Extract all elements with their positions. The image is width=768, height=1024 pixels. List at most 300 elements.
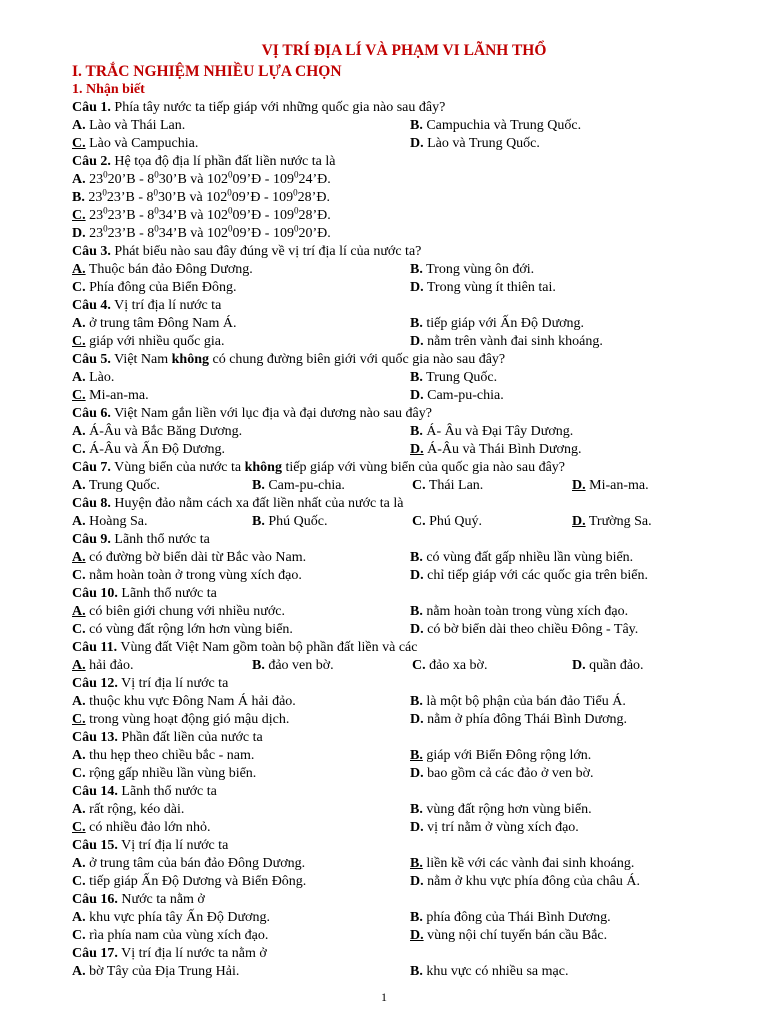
- option-text: ở trung tâm Đông Nam Á.: [89, 316, 237, 331]
- question-label: Câu 16.: [72, 892, 118, 907]
- option-a: [72, 963, 239, 980]
- option-key: A.: [72, 748, 86, 763]
- options-row: [72, 801, 708, 819]
- option-text: 28’Đ.: [297, 190, 330, 205]
- option-key: D.: [410, 442, 424, 457]
- question-label: Câu 2.: [72, 154, 111, 169]
- option-key: A.: [72, 478, 86, 493]
- option-text: 24’Đ.: [298, 172, 331, 187]
- option-key: B.: [410, 910, 423, 925]
- question-label: Câu 3.: [72, 244, 111, 259]
- option-b: [410, 693, 626, 710]
- option-c: [72, 279, 237, 296]
- option-text: có nhiều đảo lớn nhỏ.: [89, 820, 211, 835]
- option-key: B.: [72, 190, 85, 205]
- option-text: rìa phía nam của vùng xích đạo.: [89, 928, 269, 943]
- option-b: [410, 369, 497, 386]
- question-5: [72, 351, 708, 369]
- degree-sign: 0: [154, 223, 159, 234]
- emphasis-word: không: [171, 352, 209, 367]
- option-key: D.: [410, 820, 424, 835]
- options-row: [72, 693, 708, 711]
- options-row: [72, 423, 708, 441]
- option-key: A.: [72, 316, 86, 331]
- option-key: C.: [72, 820, 86, 835]
- option-text: Thuộc bán đảo Đông Dương.: [88, 262, 253, 277]
- option-text: 23’B - 8: [106, 190, 154, 205]
- option-c: [412, 477, 483, 494]
- option-b: [410, 549, 633, 566]
- option-text: vị trí nằm ở vùng xích đạo.: [427, 820, 579, 835]
- option-key: D.: [410, 928, 424, 943]
- option-d: [410, 621, 638, 638]
- option-c: [72, 135, 198, 152]
- option-text: Thái Lan.: [428, 478, 484, 493]
- question-label: Câu 13.: [72, 730, 118, 745]
- option-text: đảo ven bờ.: [268, 658, 334, 673]
- option-text: Trong vùng ít thiên tai.: [426, 280, 556, 295]
- option-key: C.: [72, 208, 86, 223]
- question-label: Câu 11.: [72, 640, 118, 655]
- question-1: [72, 99, 708, 117]
- option-key: C.: [72, 442, 86, 457]
- question-text: Nước ta nằm ở: [117, 892, 205, 907]
- option-text: Lào và Trung Quốc.: [427, 136, 540, 151]
- question-text: Vị trí địa lí nước ta: [110, 298, 222, 313]
- option-text: tiếp giáp với Ấn Độ Dương.: [426, 316, 585, 331]
- page-number: 1: [381, 990, 387, 1004]
- option-text: 23: [85, 226, 104, 241]
- option-key: B.: [252, 478, 265, 493]
- option-text: có bờ biển dài theo chiều Đông - Tây.: [427, 622, 639, 637]
- option-key: B.: [410, 604, 423, 619]
- option-d: [72, 225, 708, 243]
- option-key: C.: [72, 568, 86, 583]
- option-text: Trung Quốc.: [426, 370, 498, 385]
- option-b: [252, 477, 345, 494]
- option-text: Phú Quý.: [429, 514, 483, 529]
- degree-sign: 0: [102, 187, 107, 198]
- question-label: Câu 1.: [72, 100, 111, 115]
- option-b: [410, 603, 628, 620]
- question-label: Câu 5.: [72, 352, 111, 367]
- option-b: [410, 423, 573, 440]
- option-key: A.: [72, 514, 86, 529]
- option-text: có vùng đất rộng lớn hơn vùng biển.: [89, 622, 293, 637]
- options-row: [72, 711, 708, 729]
- option-text: vùng đất rộng hơn vùng biển.: [426, 802, 592, 817]
- page-title: VỊ TRÍ ĐỊA LÍ VÀ PHẠM VI LÃNH THỔ: [261, 42, 547, 59]
- degree-sign: 0: [103, 205, 108, 216]
- options-row: [72, 567, 708, 585]
- option-text: nằm trên vành đai sinh khoáng.: [427, 334, 603, 349]
- option-b: [410, 855, 634, 872]
- option-d: [410, 765, 594, 782]
- option-key: A.: [72, 262, 86, 277]
- option-a: [72, 657, 133, 674]
- option-text: Lào và Thái Lan.: [89, 118, 186, 133]
- question-text: Vị trí địa lí nước ta: [117, 838, 229, 853]
- option-key: C.: [72, 712, 86, 727]
- option-key: B.: [410, 964, 423, 979]
- option-text: nằm ở khu vực phía đông của châu Á.: [427, 874, 641, 889]
- question-text: Hệ tọa độ địa lí phần đất liền nước ta là: [110, 154, 336, 169]
- question-label: Câu 15.: [72, 838, 118, 853]
- option-d: [410, 333, 603, 350]
- option-text: rộng gấp nhiều lần vùng biển.: [89, 766, 257, 781]
- option-c: [72, 207, 708, 225]
- option-c: [72, 333, 224, 350]
- option-c: [72, 765, 256, 782]
- option-a: [72, 513, 147, 530]
- option-key: C.: [72, 622, 86, 637]
- option-text: khu vực có nhiều sa mạc.: [426, 964, 569, 979]
- option-text: ở trung tâm của bán đảo Đông Dương.: [89, 856, 306, 871]
- option-text: Lào và Campuchia.: [89, 136, 199, 151]
- option-text: có đường bờ biển dài từ Bắc vào Nam.: [89, 550, 307, 565]
- option-key: A.: [72, 910, 86, 925]
- option-d: [410, 873, 640, 890]
- question-6: [72, 405, 708, 423]
- options-row: [72, 117, 708, 135]
- option-text: bao gồm cả các đảo ở ven bờ.: [427, 766, 594, 781]
- options-row: [72, 819, 708, 837]
- option-b: [252, 513, 327, 530]
- question-3: [72, 243, 708, 261]
- option-text: Hoàng Sa.: [89, 514, 148, 529]
- degree-sign: 0: [293, 223, 299, 234]
- question-9: [72, 531, 708, 549]
- question-text: Lãnh thổ nước ta: [110, 532, 210, 547]
- option-a: [72, 261, 253, 278]
- option-key: D.: [410, 280, 424, 295]
- option-b: [410, 261, 534, 278]
- option-d: [410, 711, 627, 728]
- options-row: [72, 549, 708, 567]
- option-text: 28’Đ.: [298, 208, 331, 223]
- option-key: B.: [410, 748, 423, 763]
- option-c: [72, 621, 293, 638]
- option-key: A.: [72, 172, 86, 187]
- option-text: có vùng đất gấp nhiều lần vùng biển.: [426, 550, 634, 565]
- options-row: [72, 279, 708, 297]
- option-key: B.: [410, 694, 423, 709]
- option-key: D.: [572, 514, 586, 529]
- question-text: tiếp giáp với vùng biển của quốc gia nào sau đây?: [281, 460, 566, 475]
- question-11: [72, 639, 708, 657]
- option-text: 34’B và 102: [158, 208, 229, 223]
- option-key: B.: [410, 424, 423, 439]
- option-key: A.: [72, 856, 86, 871]
- question-label: Câu 9.: [72, 532, 111, 547]
- option-c: [72, 873, 306, 890]
- option-b: [410, 747, 591, 764]
- option-a: [72, 369, 114, 386]
- option-text: chỉ tiếp giáp với các quốc gia trên biển.: [427, 568, 648, 583]
- option-key: A.: [72, 964, 86, 979]
- option-key: A.: [72, 424, 86, 439]
- option-key: D.: [410, 874, 424, 889]
- option-text: Á-Âu và Thái Bình Dương.: [427, 442, 582, 457]
- option-c: [72, 567, 302, 584]
- options-row: [72, 963, 708, 981]
- option-b: [72, 189, 708, 207]
- option-a: [72, 171, 708, 189]
- degree-sign: 0: [228, 223, 233, 234]
- option-d: [410, 387, 504, 404]
- option-text: 23’B - 8: [107, 208, 155, 223]
- question-13: [72, 729, 708, 747]
- option-key: C.: [72, 766, 86, 781]
- options-row: [72, 855, 708, 873]
- degree-sign: 0: [228, 169, 233, 180]
- options-row: [72, 765, 708, 783]
- option-text: Mi-an-ma.: [89, 388, 149, 403]
- option-d: [410, 279, 556, 296]
- option-text: Phú Quốc.: [268, 514, 328, 529]
- degree-sign: 0: [293, 187, 298, 198]
- option-text: Cam-pu-chia.: [268, 478, 345, 493]
- question-text: Phía tây nước ta tiếp giáp với những quốc gia nào sau đây?: [110, 100, 446, 115]
- question-text: Lãnh thổ nước ta: [117, 586, 217, 601]
- option-text: giáp với Biển Đông rộng lớn.: [426, 748, 592, 763]
- option-text: 09’Đ - 109: [232, 226, 294, 241]
- option-c: [72, 927, 268, 944]
- option-key: B.: [410, 802, 423, 817]
- question-10: [72, 585, 708, 603]
- option-a: [72, 549, 306, 566]
- question-12: [72, 675, 708, 693]
- option-key: C.: [412, 658, 426, 673]
- options-row: [72, 333, 708, 351]
- option-text: Phía đông của Biển Đông.: [89, 280, 237, 295]
- question-15: [72, 837, 708, 855]
- option-key: D.: [410, 712, 424, 727]
- option-d: [410, 567, 648, 584]
- degree-sign: 0: [293, 169, 299, 180]
- option-key: C.: [72, 280, 86, 295]
- option-text: có biên giới chung với nhiều nước.: [89, 604, 285, 619]
- option-key: A.: [72, 370, 86, 385]
- question-text: Vùng biển của nước ta: [110, 460, 245, 475]
- option-key: A.: [72, 694, 86, 709]
- option-a: [72, 855, 305, 872]
- option-key: C.: [412, 478, 426, 493]
- option-key: C.: [72, 388, 86, 403]
- degree-sign: 0: [227, 187, 232, 198]
- option-c: [72, 819, 210, 836]
- option-key: D.: [410, 568, 424, 583]
- document-page: [72, 41, 708, 981]
- option-text: Trong vùng ôn đới.: [426, 262, 535, 277]
- question-label: Câu 7.: [72, 460, 111, 475]
- degree-sign: 0: [154, 169, 159, 180]
- degree-sign: 0: [153, 187, 159, 198]
- options-row: [72, 621, 708, 639]
- options-row: [72, 261, 708, 279]
- degree-sign: 0: [293, 205, 299, 216]
- option-key: A.: [72, 118, 86, 133]
- options-row: [72, 315, 708, 333]
- option-text: khu vực phía tây Ấn Độ Dương.: [89, 910, 270, 925]
- option-text: bờ Tây của Địa Trung Hải.: [89, 964, 240, 979]
- option-text: nằm ở phía đông Thái Bình Dương.: [427, 712, 627, 727]
- options-row: [72, 387, 708, 405]
- option-key: B.: [252, 658, 265, 673]
- question-text: Huyện đảo nằm cách xa đất liền nhất của nước ta là: [110, 496, 404, 511]
- option-b: [410, 909, 611, 926]
- question-text: Vị trí địa lí nước ta nằm ở: [117, 946, 267, 961]
- option-text: trong vùng hoạt động gió mậu dịch.: [89, 712, 290, 727]
- option-d: [410, 441, 581, 458]
- option-text: rất rộng, kéo dài.: [89, 802, 185, 817]
- option-key: A.: [72, 658, 86, 673]
- option-b: [410, 963, 568, 980]
- question-4: [72, 297, 708, 315]
- option-text: phía đông của Thái Bình Dương.: [426, 910, 611, 925]
- question-text: Phần đất liền của nước ta: [117, 730, 263, 745]
- option-c: [72, 441, 225, 458]
- option-c: [412, 657, 487, 674]
- option-text: 23’B - 8: [107, 226, 155, 241]
- option-key: D.: [410, 766, 424, 781]
- option-a: [72, 117, 185, 134]
- option-b: [252, 657, 334, 674]
- option-text: Cam-pu-chia.: [427, 388, 504, 403]
- section-heading: I. TRẮC NGHIỆM NHIỀU LỰA CHỌN: [72, 63, 342, 80]
- option-a: [72, 909, 270, 926]
- option-key: B.: [410, 550, 423, 565]
- option-text: 23: [84, 190, 103, 205]
- option-text: giáp với nhiều quốc gia.: [89, 334, 225, 349]
- question-7: [72, 459, 708, 477]
- question-text: Lãnh thổ nước ta: [117, 784, 217, 799]
- option-c: [412, 513, 482, 530]
- question-label: Câu 10.: [72, 586, 118, 601]
- option-c: [72, 711, 289, 728]
- option-text: 23: [85, 208, 104, 223]
- option-text: 20’Đ.: [298, 226, 331, 241]
- option-text: 09’Đ - 109: [232, 208, 294, 223]
- options-row: [72, 927, 708, 945]
- option-text: Trường Sa.: [588, 514, 652, 529]
- option-text: Campuchia và Trung Quốc.: [426, 118, 582, 133]
- option-key: D.: [572, 658, 586, 673]
- options-row: [72, 513, 708, 531]
- option-key: B.: [252, 514, 265, 529]
- option-b: [410, 315, 584, 332]
- option-key: B.: [410, 856, 423, 871]
- option-key: B.: [410, 118, 423, 133]
- options-row: [72, 747, 708, 765]
- option-text: 23: [85, 172, 104, 187]
- option-text: tiếp giáp Ấn Độ Dương và Biển Đông.: [89, 874, 307, 889]
- question-14: [72, 783, 708, 801]
- option-d: [410, 927, 607, 944]
- degree-sign: 0: [154, 205, 159, 216]
- option-key: D.: [410, 622, 424, 637]
- option-a: [72, 423, 242, 440]
- option-text: nằm hoàn toàn ở trong vùng xích đạo.: [89, 568, 302, 583]
- option-text: Trung Quốc.: [88, 478, 160, 493]
- option-a: [72, 747, 254, 764]
- question-label: Câu 17.: [72, 946, 118, 961]
- option-d: [572, 657, 644, 674]
- question-2: [72, 153, 708, 171]
- question-16: [72, 891, 708, 909]
- option-key: C.: [72, 334, 86, 349]
- option-text: đảo xa bờ.: [429, 658, 488, 673]
- option-text: liền kề với các vành đai sinh khoáng.: [426, 856, 635, 871]
- options-row: [72, 477, 708, 495]
- option-text: 09’Đ - 109: [231, 190, 294, 205]
- option-text: Lào.: [89, 370, 115, 385]
- options-row: [72, 873, 708, 891]
- option-text: vùng nội chí tuyến bán cầu Bắc.: [427, 928, 608, 943]
- option-text: hải đảo.: [89, 658, 134, 673]
- degree-sign: 0: [228, 205, 233, 216]
- option-text: quần đảo.: [589, 658, 644, 673]
- option-a: [72, 801, 184, 818]
- options-row: [72, 603, 708, 621]
- option-text: 30’B và 102: [158, 190, 228, 205]
- question-text: Vị trí địa lí nước ta: [117, 676, 229, 691]
- option-key: D.: [410, 388, 424, 403]
- option-a: [72, 603, 285, 620]
- option-key: B.: [410, 262, 423, 277]
- option-key: A.: [72, 550, 86, 565]
- question-label: Câu 4.: [72, 298, 111, 313]
- option-text: nằm hoàn toàn trong vùng xích đạo.: [426, 604, 629, 619]
- options-row: [72, 369, 708, 387]
- options-row: [72, 657, 708, 675]
- subsection-heading: 1. Nhận biết: [72, 82, 145, 97]
- option-key: D.: [410, 136, 424, 151]
- option-d: [410, 135, 540, 152]
- options-row: [72, 441, 708, 459]
- option-a: [72, 315, 237, 332]
- question-17: [72, 945, 708, 963]
- question-text: Việt Nam gắn liền với lục địa và đại dương nào sau đây?: [110, 406, 432, 421]
- emphasis-word: không: [244, 460, 282, 475]
- degree-sign: 0: [103, 169, 108, 180]
- option-key: C.: [72, 874, 86, 889]
- option-text: 20’B - 8: [107, 172, 155, 187]
- option-text: 30’B và 102: [158, 172, 229, 187]
- option-text: 09’Đ - 109: [232, 172, 294, 187]
- option-key: A.: [72, 604, 86, 619]
- option-key: C.: [412, 514, 426, 529]
- option-text: Á-Âu và Ấn Độ Dương.: [89, 442, 226, 457]
- option-c: [72, 387, 149, 404]
- question-label: Câu 8.: [72, 496, 111, 511]
- question-text: Vùng đất Việt Nam gồm toàn bộ phần đất liền và các: [117, 640, 418, 655]
- option-key: C.: [72, 136, 86, 151]
- option-a: [72, 693, 296, 710]
- degree-sign: 0: [103, 223, 108, 234]
- option-key: D.: [72, 226, 86, 241]
- option-text: thu hẹp theo chiều bắc - nam.: [89, 748, 255, 763]
- options-row: [72, 909, 708, 927]
- option-d: [572, 477, 649, 494]
- option-text: Á- Âu và Đại Tây Dương.: [426, 424, 574, 439]
- question-8: [72, 495, 708, 513]
- option-key: D.: [572, 478, 586, 493]
- question-label: Câu 14.: [72, 784, 118, 799]
- option-text: là một bộ phận của bán đảo Tiểu Á.: [426, 694, 626, 709]
- option-key: D.: [410, 334, 424, 349]
- option-b: [410, 117, 581, 134]
